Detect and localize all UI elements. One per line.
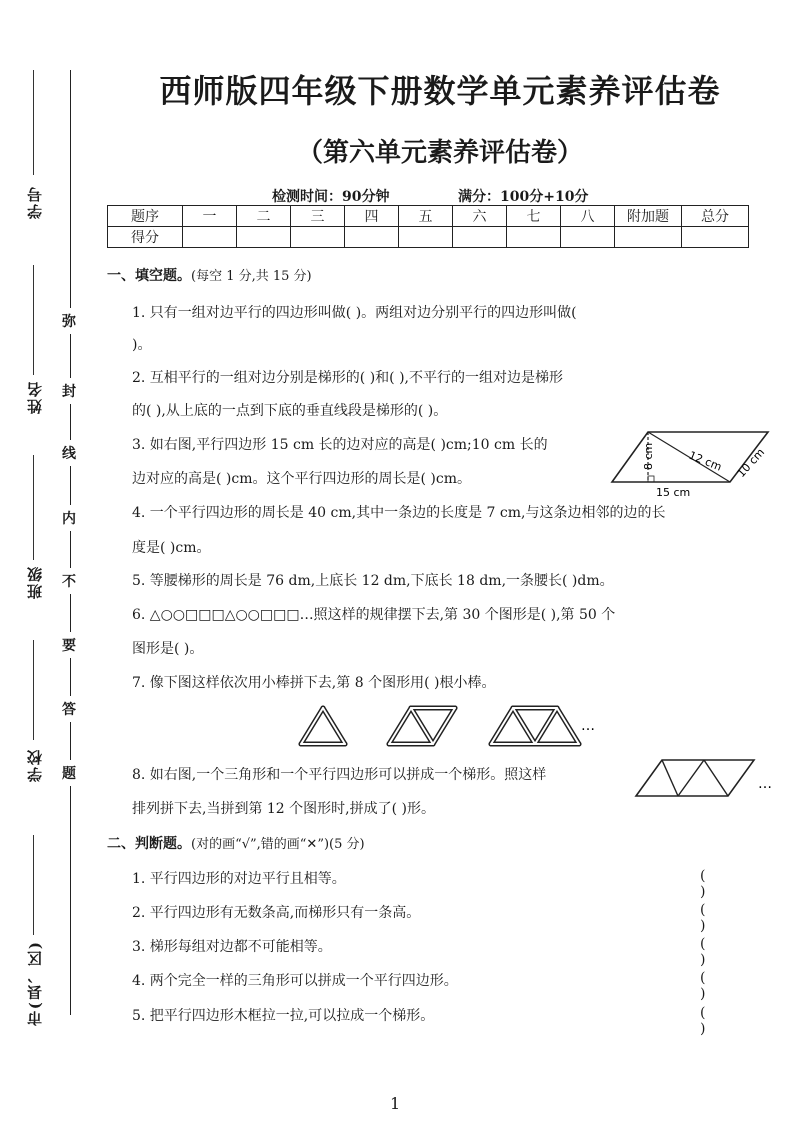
question-8-line1: 8. 如右图,一个三角形和一个平行四边形可以拼成一个梯形。照这样 — [132, 767, 547, 783]
page-number: 1 — [390, 1094, 401, 1113]
score-header-cell: 三 — [291, 206, 345, 227]
class-label: 班级 — [26, 565, 44, 599]
score-cell[interactable] — [615, 227, 682, 248]
seal-char: 封 — [62, 378, 76, 404]
score-header-cell: 题序 — [108, 206, 183, 227]
name-blank[interactable] — [33, 265, 34, 375]
question-3-line2: 边对应的高是( )cm。这个平行四边形的周长是( )cm。 — [132, 471, 471, 487]
binding-line — [70, 70, 71, 1015]
question-5: 5. 等腰梯形的周长是 76 dm,上底长 12 dm,下底长 18 dm,一条腰长( )dm。 — [132, 573, 614, 589]
question-4-line2: 度是( )cm。 — [132, 540, 211, 556]
parallelogram-figure — [608, 428, 778, 500]
question-8-line2: 排列拼下去,当拼到第 12 个图形时,拼成了( )形。 — [132, 801, 435, 817]
question-6-line1: 6. △○○□□□△○○□□□…照这样的规律摆下去,第 30 个图形是( ),第 50 个 — [132, 607, 616, 623]
figure-label-10: 10 cm — [734, 445, 768, 481]
score-row-label: 得分 — [108, 227, 183, 248]
answer-paren[interactable]: ( ) — [700, 970, 746, 1002]
seal-char: 不 — [62, 568, 76, 594]
judge-item-4: 4. 两个完全一样的三角形可以拼成一个平行四边形。 — [132, 973, 458, 989]
trapezoid-pattern-figure — [632, 756, 782, 802]
section2-note: (对的画“√”,错的画“✕”)(5 分) — [191, 837, 365, 852]
section1-note: (每空 1 分,共 15 分) — [191, 269, 312, 284]
score-cell[interactable] — [183, 227, 237, 248]
question-6-line2: 图形是( )。 — [132, 641, 204, 657]
class-blank[interactable] — [33, 455, 34, 560]
section1-heading — [107, 265, 312, 285]
name-label: 姓名 — [26, 380, 44, 414]
score-cell[interactable] — [561, 227, 615, 248]
score-header-cell: 一 — [183, 206, 237, 227]
seal-char: 内 — [62, 505, 76, 531]
ellipsis: … — [758, 776, 772, 792]
seal-char: 要 — [62, 632, 76, 658]
score-header-cell: 二 — [237, 206, 291, 227]
score-header-cell: 六 — [453, 206, 507, 227]
student-id-label: 学号 — [26, 185, 44, 219]
score-header-cell: 四 — [345, 206, 399, 227]
question-1-line1: 1. 只有一组对边平行的四边形叫做( )。两组对边分别平行的四边形叫做( — [132, 305, 577, 321]
score-cell[interactable] — [453, 227, 507, 248]
figure-label-8: 8 cm — [642, 442, 655, 470]
school-blank[interactable] — [33, 640, 34, 740]
matchstick-triangles-figure — [295, 700, 595, 752]
judge-item-3: 3. 梯形每组对边都不可能相等。 — [132, 939, 332, 955]
question-2-line2: 的( ),从上底的一点到下底的垂直线段是梯形的( )。 — [132, 403, 448, 419]
answer-paren[interactable]: ( ) — [700, 902, 746, 934]
judge-item-2: 2. 平行四边形有无数条高,而梯形只有一条高。 — [132, 905, 421, 921]
seal-char: 弥 — [62, 308, 76, 334]
question-1-line2: )。 — [132, 337, 152, 353]
score-header-cell: 附加题 — [615, 206, 682, 227]
score-cell[interactable] — [345, 227, 399, 248]
seal-char: 线 — [62, 440, 76, 466]
exam-full-score: 满分：100分+10分 — [458, 189, 589, 205]
score-cell[interactable] — [291, 227, 345, 248]
question-4-line1: 4. 一个平行四边形的周长是 40 cm,其中一条边的长度是 7 cm,与这条边相邻的边的长 — [132, 505, 666, 521]
score-header-cell: 七 — [507, 206, 561, 227]
score-header-cell: 五 — [399, 206, 453, 227]
page-subtitle: （第六单元素养评估卷） — [296, 138, 583, 168]
judge-item-5: 5. 把平行四边形木框拉一拉,可以拉成一个梯形。 — [132, 1008, 435, 1024]
section2-title: 二、判断题。 — [107, 836, 191, 852]
page-title: 西师版四年级下册数学单元素养评估卷 — [159, 72, 721, 110]
city-blank[interactable] — [33, 835, 34, 935]
score-cell[interactable] — [237, 227, 291, 248]
school-label: 学校 — [26, 748, 44, 782]
score-table — [107, 205, 749, 248]
seal-char: 答 — [62, 696, 76, 722]
exam-time: 检测时间：90分钟 — [272, 189, 390, 205]
ellipsis: … — [581, 718, 595, 734]
score-header-cell: 总分 — [682, 206, 749, 227]
question-2-line1: 2. 互相平行的一组对边分别是梯形的( )和( ),不平行的一组对边是梯形 — [132, 370, 564, 386]
judge-item-1: 1. 平行四边形的对边平行且相等。 — [132, 871, 346, 887]
answer-paren[interactable]: ( ) — [700, 1005, 746, 1037]
question-3-line1: 3. 如右图,平行四边形 15 cm 长的边对应的高是( )cm;10 cm 长的 — [132, 437, 548, 453]
student-id-blank[interactable] — [33, 70, 34, 175]
answer-paren[interactable]: ( ) — [700, 868, 746, 900]
seal-char: 题 — [62, 760, 76, 786]
city-label: 市(县、区) — [26, 940, 44, 1027]
score-header-cell: 八 — [561, 206, 615, 227]
score-cell[interactable] — [399, 227, 453, 248]
answer-paren[interactable]: ( ) — [700, 936, 746, 968]
figure-label-15: 15 cm — [656, 486, 691, 499]
figure-label-12: 12 cm — [686, 448, 724, 474]
score-cell[interactable] — [507, 227, 561, 248]
question-7: 7. 像下图这样依次用小棒拼下去,第 8 个图形用( )根小棒。 — [132, 675, 496, 691]
section2-heading — [107, 833, 365, 853]
score-cell[interactable] — [682, 227, 749, 248]
section1-title: 一、填空题。 — [107, 268, 191, 284]
